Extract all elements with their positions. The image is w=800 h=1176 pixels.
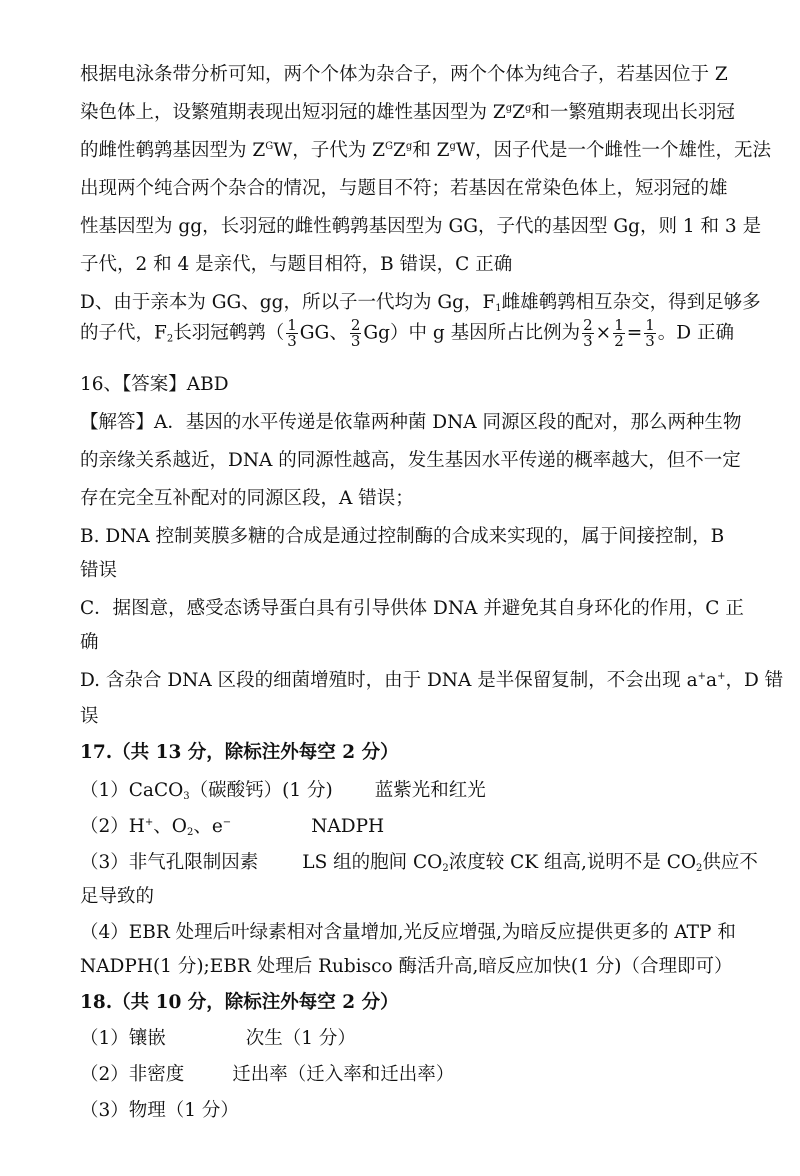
text-line [80,1024,356,1050]
fraction-numerator: 1 [645,316,655,334]
text-line [80,408,742,434]
superscript: g [449,141,456,152]
line-text: （4）EBR 处理后叶绿素相对含量增加,光反应增强,为暗反应提供更多的 ATP 和 [80,922,736,943]
line-text: C．据图意，感受态诱导蛋白具有引导供体 DNA 并避免其自身环化的作用，C 正 [80,598,744,619]
line-text: NADPH [311,816,385,837]
text-line [80,628,99,654]
fraction-numerator: 1 [614,316,624,334]
line-text: 的亲缘关系越近，DNA 的同源性越高，发生基因水平传递的概率越大，但不一定 [80,450,741,471]
superscript: G [385,141,394,152]
text-line [80,952,733,978]
line-text: B. DNA 控制荚膜多糖的合成是通过控制酶的合成来实现的，属于间接控制，B [80,526,725,547]
answer-heading-16 [80,370,229,396]
text-line [80,98,735,124]
text-line-with-fractions [80,318,734,349]
line-text: Gg）中 g 基因所占比例为 [363,322,581,344]
line-text: 误 [80,706,99,727]
line-text: D. 含杂合 DNA 区段的细菌增殖时，由于 DNA 是半保留复制，不会出现 a [80,670,698,691]
subscript: 2 [696,863,703,874]
text-line [80,776,486,802]
superscript: + [144,817,154,828]
text-line [80,666,783,692]
line-text: NADPH(1 分);EBR 处理后 Rubisco 酶活升高,暗反应加快(1 分)（合理即可） [80,956,733,977]
line-text: 性基因型为 gg，长羽冠的雌性鹌鹑基因型为 GG，子代的基因型 Gg，则 1 和 3 是 [80,216,762,237]
fraction-denominator: 3 [583,332,593,350]
line-text: 浓度较 CK 组高,说明不是 CO [448,852,697,873]
line-text: （2）H [80,816,145,837]
text-line [80,848,758,874]
line-text: GG、 [299,322,348,344]
line-text: 蓝紫光和红光 [374,780,486,801]
equals-sign: = [626,322,643,344]
question-heading-17 [80,738,399,764]
text-line [80,1096,239,1122]
fraction-denominator: 3 [287,332,297,350]
superscript: − [222,817,232,828]
text-line [80,446,741,472]
text-line [80,702,99,728]
fraction-denominator: 3 [350,332,361,350]
fraction [644,318,656,349]
text-line [80,812,384,838]
fraction [350,318,362,349]
question-heading-18 [80,988,399,1014]
subscript: 3 [183,791,190,802]
line-text: D、由于亲本为 GG、gg，所以子一代均为 Gg，F [80,292,496,313]
line-text: 子代，2 和 4 是亲代，与题目相符，B 错误，C 正确 [80,254,513,275]
line-text: （2）非密度 [80,1064,185,1085]
superscript: + [697,671,707,682]
line-text: 18.（共 10 分，除标注外每空 2 分） [80,992,399,1013]
line-text: 确 [80,632,99,653]
text-line [80,212,761,238]
line-text: 16、【答案】ABD [80,374,229,395]
line-text: a [706,670,718,691]
superscript: g [505,103,513,114]
text-line [80,1060,454,1086]
line-text: 染色体上，设繁殖期表现出短羽冠的雄性基因型为 Z [80,102,506,123]
line-text: 17.（共 13 分，除标注外每空 2 分） [80,742,399,763]
line-text: 和一繁殖期表现出长羽冠 [531,102,735,123]
line-text: 、e [193,816,223,837]
line-text: 足导致的 [80,886,155,907]
line-text: 和 Z [412,140,450,161]
line-text: Z [512,102,526,123]
times-sign: × [595,322,612,344]
line-text: 的雌性鹌鹑基因型为 Z [80,140,266,161]
line-text: 次生（1 分） [245,1028,356,1049]
text-line [80,136,771,162]
line-text: 、O [153,816,187,837]
text-line [80,594,744,620]
text-line [80,174,728,200]
subscript: 2 [166,333,174,345]
line-text: 。D 正确 [657,322,735,344]
text-line [80,556,117,582]
text-line [80,484,414,510]
fraction-numerator: 1 [287,316,297,334]
line-text: 迁出率（迁入率和迁出率） [232,1064,455,1085]
text-line [80,918,736,944]
line-text: W，子代为 Z [273,140,386,161]
line-text: 雌雄鹌鹑相互杂交，得到足够多 [501,292,761,313]
fraction-numerator: 2 [350,316,361,334]
text-line [80,288,761,314]
line-text: ，D 错 [725,670,784,691]
subscript: 1 [495,303,502,314]
fraction [286,318,298,349]
fraction-denominator: 3 [645,332,655,350]
line-text: LS 组的胞间 CO [302,852,443,873]
line-text: （1）镶嵌 [80,1028,166,1049]
superscript: g [525,103,532,114]
line-text: 存在完全互补配对的同源区段，A 错误； [80,488,414,509]
superscript: G [265,141,274,152]
fraction-numerator: 2 [583,316,593,334]
subscript: 2 [442,863,449,874]
line-text: 出现两个纯合两个杂合的情况，与题目不符；若基因在常染色体上，短羽冠的雄 [80,178,728,199]
fraction [613,318,625,349]
line-text: 根据电泳条带分析可知，两个个体为杂合子，两个个体为纯合子，若基因位于 Z [80,64,728,85]
line-text: 的子代，F [80,322,167,344]
fraction [582,318,594,349]
line-text: （3）物理（1 分） [80,1100,239,1121]
line-text: W，因子代是一个雌性一个雄性，无法 [455,140,771,161]
superscript: + [717,671,726,682]
line-text: 【解答】A．基因的水平传递是依靠两种菌 DNA 同源区段的配对，那么两种生物 [80,412,742,433]
text-line [80,522,724,548]
subscript: 2 [186,827,194,838]
text-line [80,882,154,908]
fraction-denominator: 2 [614,332,624,350]
line-text: Z [393,140,406,161]
line-text: （1）CaCO [80,780,184,801]
text-line [80,60,728,86]
superscript: g [405,141,413,152]
line-text: （3）非气孔限制因素 [80,852,259,873]
line-text: （碳酸钙）(1 分) [189,780,333,801]
line-text: 供应不 [702,852,758,873]
line-text: 长羽冠鹌鹑（ [173,322,285,344]
line-text: 错误 [80,560,118,581]
text-line [80,250,512,276]
